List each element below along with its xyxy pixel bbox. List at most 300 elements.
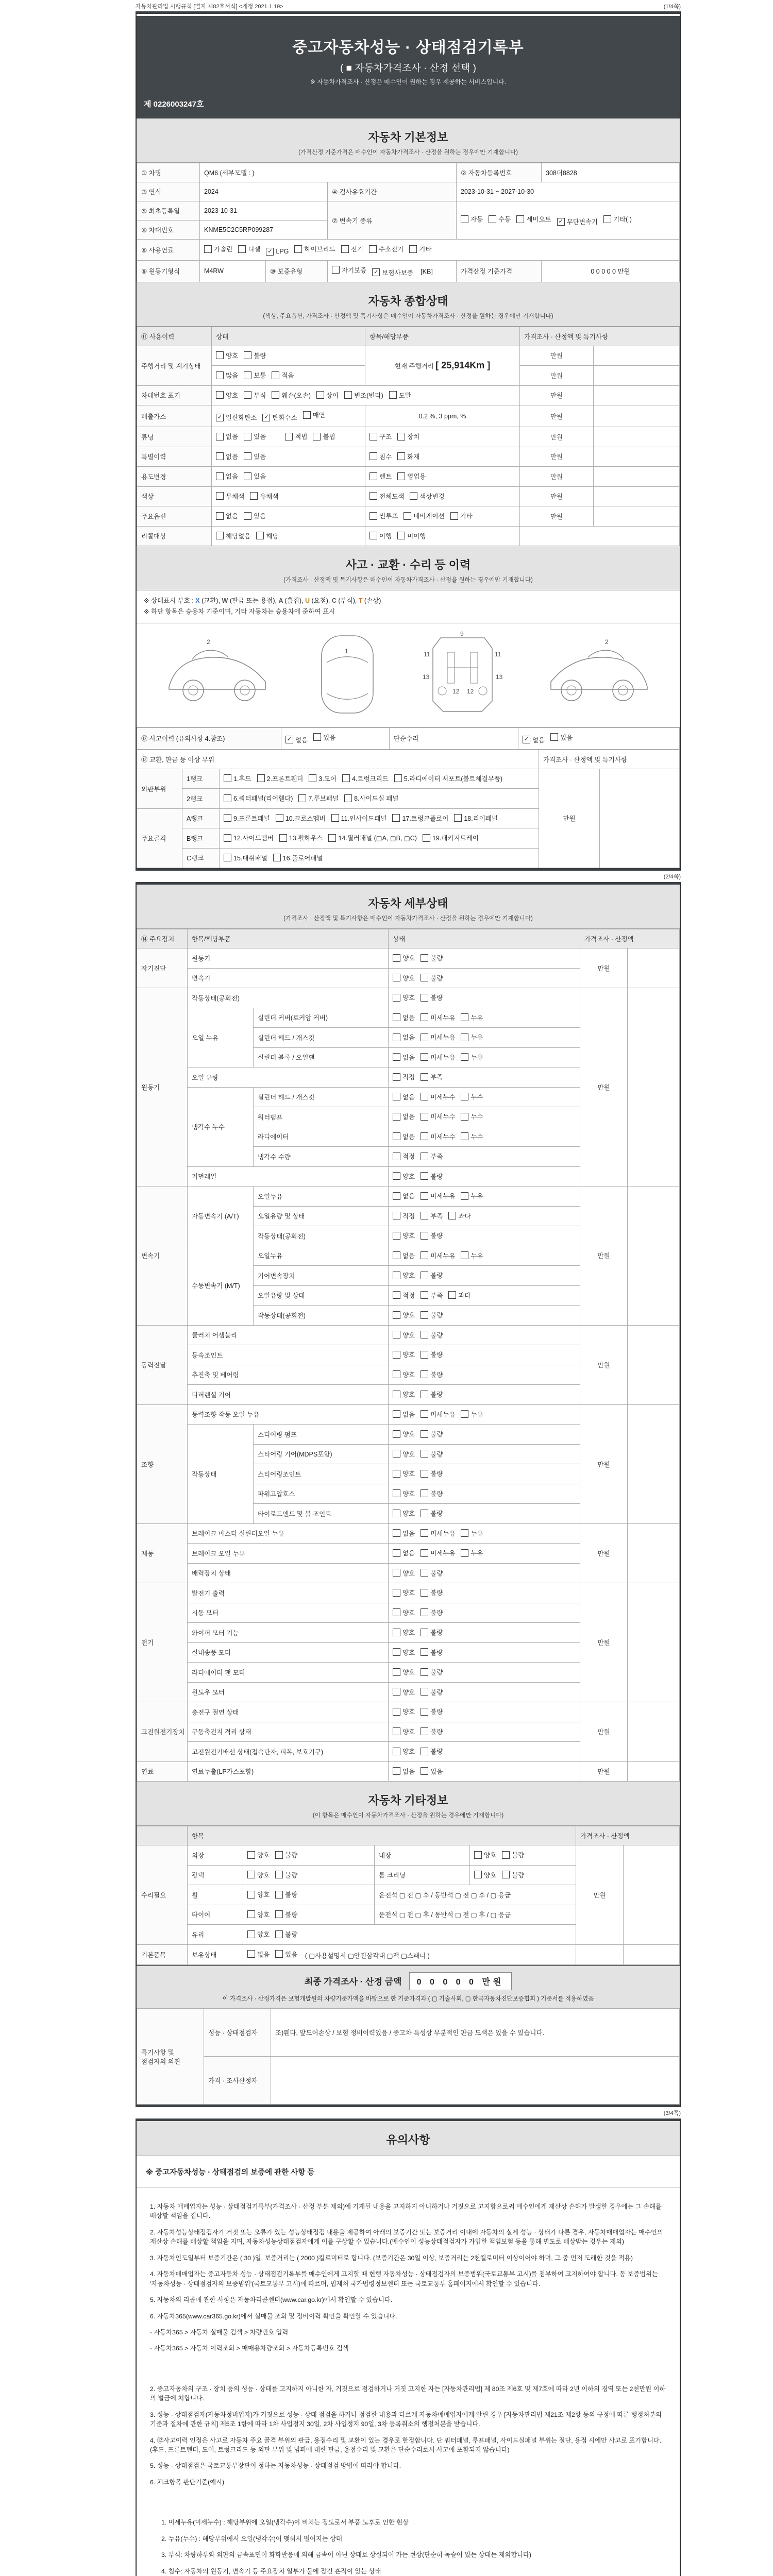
checkbox-unchecked[interactable] bbox=[204, 244, 232, 253]
price-cell: 만원 bbox=[580, 1187, 628, 1326]
checkbox-unchecked[interactable] bbox=[393, 1310, 415, 1319]
checkbox-label: 해당없음 bbox=[226, 532, 251, 540]
checkbox-unchecked[interactable] bbox=[393, 1767, 415, 1776]
checkbox-label: 부족 bbox=[430, 1212, 443, 1220]
checkbox-unchecked[interactable] bbox=[421, 1727, 443, 1736]
checkbox-unchecked[interactable] bbox=[461, 1032, 483, 1042]
checkbox-label: 6.쿼터패널(리어휀다) bbox=[233, 795, 293, 802]
checkbox-unchecked[interactable] bbox=[369, 511, 398, 520]
checkbox-checked[interactable] bbox=[266, 248, 289, 256]
checkbox-unchecked[interactable] bbox=[421, 1687, 443, 1697]
checkbox-unchecked[interactable] bbox=[454, 814, 498, 823]
color-options bbox=[212, 486, 365, 506]
checkbox-unchecked[interactable] bbox=[316, 391, 339, 400]
checkbox-unchecked[interactable] bbox=[224, 814, 270, 823]
checkbox-unchecked[interactable] bbox=[421, 1648, 443, 1657]
checkbox-checked[interactable] bbox=[216, 413, 257, 422]
checkbox-unchecked[interactable] bbox=[393, 1211, 415, 1221]
checkbox-unchecked[interactable] bbox=[275, 1950, 297, 1959]
accident-heading: 사고 · 교환 · 수리 등 이력 bbox=[345, 558, 471, 571]
checkbox-unchecked[interactable] bbox=[404, 511, 444, 520]
checkbox-label: 8.사이드실 패널 bbox=[354, 795, 399, 802]
checkbox-unchecked[interactable] bbox=[247, 1950, 270, 1959]
checkbox-unchecked[interactable] bbox=[341, 244, 363, 253]
checkbox-icon bbox=[423, 834, 430, 842]
checkbox-unchecked[interactable] bbox=[461, 1053, 483, 1062]
checkbox-unchecked[interactable] bbox=[461, 214, 483, 224]
checkbox-unchecked[interactable] bbox=[216, 531, 250, 540]
checkbox-icon bbox=[421, 1708, 428, 1716]
checkbox-unchecked[interactable] bbox=[393, 1429, 415, 1438]
row-label: 추진축 및 베어링 bbox=[188, 1365, 389, 1385]
inspection-period-value: 2023-10-31 ~ 2027-10-30 bbox=[457, 182, 680, 201]
status-options bbox=[389, 1365, 580, 1385]
checkbox-unchecked[interactable] bbox=[421, 1608, 443, 1617]
checkbox-unchecked[interactable] bbox=[247, 1929, 270, 1939]
checkbox-label: 없음 bbox=[402, 1252, 415, 1260]
checkbox-icon bbox=[244, 452, 251, 460]
checkbox-checked[interactable] bbox=[557, 217, 598, 226]
checkbox-unchecked[interactable] bbox=[421, 1112, 455, 1121]
checkbox-icon bbox=[421, 1172, 428, 1180]
checkbox-unchecked[interactable] bbox=[389, 391, 411, 400]
checkbox-unchecked[interactable] bbox=[244, 351, 266, 360]
checkbox-unchecked[interactable] bbox=[393, 1032, 415, 1042]
checkbox-unchecked[interactable] bbox=[244, 452, 266, 461]
checkbox-icon bbox=[393, 1589, 400, 1597]
checkbox-label: 양호 bbox=[402, 1569, 415, 1577]
checkbox-icon bbox=[342, 774, 350, 782]
checkbox-unchecked[interactable] bbox=[244, 471, 266, 481]
group-steering: 조향 bbox=[137, 1404, 188, 1523]
transmission-type-label: ⑦ 변속기 종류 bbox=[328, 201, 457, 240]
checkbox-icon bbox=[502, 1871, 510, 1878]
checkbox-unchecked[interactable] bbox=[257, 774, 304, 783]
checkbox-unchecked[interactable] bbox=[247, 1850, 270, 1859]
checkbox-unchecked[interactable] bbox=[393, 1707, 415, 1716]
checkbox-label: 양호 bbox=[257, 1911, 270, 1919]
checkbox-unchecked[interactable] bbox=[421, 1469, 443, 1478]
checkbox-label: 누유 bbox=[470, 1550, 483, 1557]
checkbox-unchecked[interactable] bbox=[502, 1870, 524, 1879]
checkbox-unchecked[interactable] bbox=[313, 432, 335, 441]
checkbox-unchecked[interactable] bbox=[216, 391, 238, 400]
checkbox-unchecked[interactable] bbox=[448, 1291, 470, 1300]
checkbox-unchecked[interactable] bbox=[224, 853, 267, 862]
checkbox-unchecked[interactable] bbox=[275, 1929, 297, 1939]
checkbox-icon bbox=[216, 492, 224, 500]
checkbox-unchecked[interactable] bbox=[421, 1529, 455, 1538]
checkbox-unchecked[interactable] bbox=[397, 432, 419, 441]
notice-line: - 자동차365 > 자동차 실매물 검색 > 차량번호 입력 bbox=[150, 2328, 289, 2336]
checkbox-unchecked[interactable] bbox=[421, 1410, 455, 1419]
checkbox-unchecked[interactable] bbox=[279, 833, 323, 842]
checkbox-unchecked[interactable] bbox=[393, 1231, 415, 1240]
checkbox-unchecked[interactable] bbox=[603, 214, 632, 224]
checkbox-icon bbox=[421, 1331, 428, 1338]
checkbox-unchecked[interactable] bbox=[421, 1310, 443, 1319]
checkbox-unchecked[interactable] bbox=[393, 1132, 415, 1141]
checkbox-unchecked[interactable] bbox=[224, 833, 274, 842]
mileage-value: [ 25,914Km ] bbox=[435, 360, 491, 370]
checkbox-unchecked[interactable] bbox=[344, 391, 383, 400]
checkbox-unchecked[interactable] bbox=[369, 432, 392, 441]
checkbox-unchecked[interactable] bbox=[273, 853, 323, 862]
checkbox-unchecked[interactable] bbox=[309, 774, 337, 783]
checkbox-unchecked[interactable] bbox=[369, 531, 392, 540]
checkbox-unchecked[interactable] bbox=[247, 1910, 270, 1919]
checkbox-unchecked[interactable] bbox=[421, 1291, 443, 1300]
checkbox-unchecked[interactable] bbox=[421, 1092, 455, 1101]
checkbox-unchecked[interactable] bbox=[393, 1410, 415, 1419]
checkbox-unchecked[interactable] bbox=[256, 531, 278, 540]
checkbox-label: 미세누수 bbox=[430, 1113, 456, 1121]
checkbox-unchecked[interactable] bbox=[421, 1251, 455, 1260]
checkbox-unchecked[interactable] bbox=[393, 1330, 415, 1340]
checkbox-label: 없음 bbox=[532, 736, 545, 744]
checkbox-icon: ✓ bbox=[372, 268, 380, 276]
checkbox-unchecked[interactable] bbox=[461, 1410, 483, 1419]
checkbox-unchecked[interactable] bbox=[421, 1132, 455, 1141]
row-label: 클러치 어셈블리 bbox=[188, 1325, 389, 1345]
checkbox-unchecked[interactable] bbox=[461, 1191, 483, 1200]
checkbox-unchecked[interactable] bbox=[276, 814, 326, 823]
checkbox-unchecked[interactable] bbox=[393, 993, 415, 1002]
checkbox-unchecked[interactable] bbox=[369, 452, 392, 461]
checkbox-unchecked[interactable] bbox=[421, 1191, 455, 1200]
checkbox-icon bbox=[216, 371, 224, 379]
checkbox-icon bbox=[461, 1529, 468, 1537]
checkbox-unchecked[interactable] bbox=[502, 1850, 524, 1859]
checkbox-unchecked[interactable] bbox=[393, 1449, 415, 1459]
checkbox-unchecked[interactable] bbox=[394, 774, 502, 783]
first-reg-date-label: ⑤ 최초등록일 bbox=[137, 201, 200, 221]
checkbox-label: 보통 bbox=[254, 372, 266, 379]
checkbox-unchecked[interactable] bbox=[216, 432, 238, 441]
group-fuel: 연료 bbox=[137, 1761, 188, 1782]
checkbox-unchecked[interactable] bbox=[224, 793, 293, 803]
checkbox-label: 양호 bbox=[402, 1351, 415, 1359]
checkbox-unchecked[interactable] bbox=[247, 1890, 270, 1899]
checkbox-unchecked[interactable] bbox=[393, 1112, 415, 1121]
checkbox-unchecked[interactable] bbox=[516, 214, 551, 224]
checkbox-unchecked[interactable] bbox=[393, 1172, 415, 1181]
checkbox-unchecked[interactable] bbox=[421, 1548, 455, 1557]
checkbox-label: 불량 bbox=[254, 352, 266, 360]
checkbox-unchecked[interactable] bbox=[421, 1013, 455, 1022]
checkbox-icon bbox=[369, 245, 377, 253]
checkbox-unchecked[interactable] bbox=[421, 1429, 443, 1438]
checkbox-unchecked[interactable] bbox=[421, 1350, 443, 1359]
checkbox-label: 무단변속기 bbox=[566, 218, 598, 226]
checkbox-unchecked[interactable] bbox=[313, 733, 335, 742]
checkbox-icon bbox=[332, 266, 340, 274]
checkbox-unchecked[interactable] bbox=[250, 492, 278, 501]
checkbox-unchecked[interactable] bbox=[247, 1870, 270, 1879]
rankB-label: B랭크 bbox=[182, 828, 220, 849]
checkbox-unchecked[interactable] bbox=[421, 1489, 443, 1498]
checkbox-label: 양호 bbox=[402, 1748, 415, 1755]
status-options bbox=[389, 1008, 580, 1028]
checkbox-label: 불량 bbox=[430, 1589, 443, 1597]
checkbox-unchecked[interactable] bbox=[342, 774, 389, 783]
checkbox-unchecked[interactable] bbox=[303, 410, 325, 419]
checkbox-unchecked[interactable] bbox=[410, 492, 444, 501]
checkbox-unchecked[interactable] bbox=[474, 1870, 496, 1879]
checkbox-unchecked[interactable] bbox=[421, 953, 443, 962]
checkbox-unchecked[interactable] bbox=[421, 1032, 455, 1042]
row-label: 기어변속장치 bbox=[254, 1266, 389, 1286]
checkbox-unchecked[interactable] bbox=[216, 452, 238, 461]
checkbox-label: 불량 bbox=[430, 1470, 443, 1478]
status-options bbox=[389, 1067, 580, 1088]
checkbox-unchecked[interactable] bbox=[393, 973, 415, 982]
usage-change-options bbox=[212, 467, 365, 487]
status-options bbox=[389, 1147, 580, 1167]
checkbox-unchecked[interactable] bbox=[421, 1767, 443, 1776]
checkbox-unchecked[interactable] bbox=[393, 1667, 415, 1676]
checkbox-unchecked[interactable] bbox=[393, 1588, 415, 1597]
checkbox-unchecked[interactable] bbox=[393, 1548, 415, 1557]
checkbox-unchecked[interactable] bbox=[393, 1509, 415, 1518]
price-cell: 만원 bbox=[580, 1523, 628, 1583]
checkbox-unchecked[interactable] bbox=[421, 1707, 443, 1716]
checkbox-unchecked[interactable] bbox=[421, 1747, 443, 1756]
checkbox-unchecked[interactable] bbox=[285, 432, 307, 441]
checkbox-unchecked[interactable] bbox=[397, 471, 426, 481]
checkbox-unchecked[interactable] bbox=[393, 1270, 415, 1280]
checkbox-unchecked[interactable] bbox=[272, 391, 311, 400]
checkbox-unchecked[interactable] bbox=[461, 1548, 483, 1557]
checkbox-unchecked[interactable] bbox=[397, 452, 419, 461]
checkbox-unchecked[interactable] bbox=[238, 244, 260, 253]
checkbox-unchecked[interactable] bbox=[275, 1870, 297, 1879]
checkbox-unchecked[interactable] bbox=[421, 1330, 443, 1340]
checkbox-label: 없음 bbox=[226, 433, 239, 440]
checkbox-unchecked[interactable] bbox=[461, 1529, 483, 1538]
checkbox-unchecked[interactable] bbox=[421, 1370, 443, 1379]
checkbox-label: 양호 bbox=[402, 1490, 415, 1498]
checkbox-unchecked[interactable] bbox=[216, 370, 238, 380]
etc-info-table bbox=[137, 1826, 680, 1965]
checkbox-unchecked[interactable] bbox=[409, 244, 431, 253]
checkbox-unchecked[interactable] bbox=[294, 244, 335, 253]
checkbox-label: 불량 bbox=[430, 1272, 443, 1279]
notice-list-2 bbox=[137, 2370, 680, 2504]
checkbox-unchecked[interactable] bbox=[421, 1211, 443, 1221]
checkbox-label: 보험사보증 bbox=[382, 269, 413, 277]
status-options bbox=[389, 1404, 580, 1425]
checkbox-unchecked[interactable] bbox=[423, 833, 479, 842]
checkbox-icon bbox=[216, 532, 224, 539]
checkbox-unchecked[interactable] bbox=[421, 1628, 443, 1637]
checkbox-icon bbox=[393, 1311, 400, 1319]
checkbox-unchecked[interactable] bbox=[393, 953, 415, 962]
checkbox-label: 18.리어패널 bbox=[464, 815, 498, 822]
checkbox-unchecked[interactable] bbox=[474, 1850, 496, 1859]
checkbox-label: 불량 bbox=[430, 1450, 443, 1458]
checkbox-unchecked[interactable] bbox=[421, 1588, 443, 1597]
col-state: 상태 bbox=[212, 327, 365, 346]
checkbox-unchecked[interactable] bbox=[393, 1628, 415, 1637]
checkbox-unchecked[interactable] bbox=[393, 1687, 415, 1697]
notes-cell bbox=[600, 769, 680, 868]
checkbox-unchecked[interactable] bbox=[393, 1389, 415, 1399]
checkbox-unchecked[interactable] bbox=[550, 733, 573, 742]
row-label: 작동상태(공회전) bbox=[254, 1226, 389, 1246]
checkbox-unchecked[interactable] bbox=[393, 1489, 415, 1498]
row-label: 라디에이터 bbox=[254, 1127, 389, 1147]
checkbox-unchecked[interactable] bbox=[461, 1092, 483, 1101]
row-label: 외장 bbox=[188, 1845, 243, 1866]
emission-row-label: 배출가스 bbox=[137, 405, 212, 427]
checkbox-unchecked[interactable] bbox=[216, 351, 238, 360]
notes-cell bbox=[594, 467, 680, 487]
checkbox-unchecked[interactable] bbox=[393, 1072, 415, 1081]
checkbox-label: 불량 bbox=[430, 994, 443, 1002]
checkbox-unchecked[interactable] bbox=[421, 1568, 443, 1578]
status-options bbox=[389, 1742, 580, 1762]
notes-cell bbox=[594, 447, 680, 467]
checkbox-unchecked[interactable] bbox=[244, 432, 266, 441]
checkbox-icon bbox=[224, 854, 231, 861]
checkbox-unchecked[interactable] bbox=[275, 1910, 297, 1919]
checkbox-unchecked[interactable] bbox=[275, 1890, 297, 1899]
price-cell: 만원 bbox=[580, 1702, 628, 1762]
checkbox-label: 불량 bbox=[285, 1911, 298, 1919]
checkbox-unchecked[interactable] bbox=[393, 1013, 415, 1022]
checkbox-unchecked[interactable] bbox=[421, 1270, 443, 1280]
checkbox-unchecked[interactable] bbox=[461, 1132, 483, 1141]
checkbox-unchecked[interactable] bbox=[421, 993, 443, 1002]
checkbox-label: 양호 bbox=[402, 1688, 415, 1696]
checkbox-unchecked[interactable] bbox=[393, 1648, 415, 1657]
row-label: 원동기 bbox=[188, 948, 389, 969]
checkbox-unchecked[interactable] bbox=[393, 1529, 415, 1538]
checkbox-unchecked[interactable] bbox=[331, 814, 387, 823]
price-cell: 만원 bbox=[520, 486, 594, 506]
state-code-desc: (요철), bbox=[311, 597, 332, 604]
inspector-label: 성능 · 상태점검자 bbox=[204, 2009, 271, 2057]
checkbox-unchecked[interactable] bbox=[397, 531, 426, 540]
checkbox-unchecked[interactable] bbox=[461, 1251, 483, 1260]
checkbox-unchecked[interactable] bbox=[421, 973, 443, 982]
checkbox-unchecked[interactable] bbox=[421, 1509, 443, 1518]
checkbox-label: 7.루브패널 bbox=[308, 795, 339, 802]
checkbox-unchecked[interactable] bbox=[421, 1053, 455, 1062]
checkbox-unchecked[interactable] bbox=[216, 492, 244, 501]
checkbox-label: 있음 bbox=[285, 1951, 298, 1958]
checkbox-unchecked[interactable] bbox=[224, 774, 251, 783]
status-options bbox=[243, 1865, 375, 1885]
checkbox-unchecked[interactable] bbox=[421, 1389, 443, 1399]
checkbox-unchecked[interactable] bbox=[450, 511, 473, 520]
checkbox-unchecked[interactable] bbox=[421, 1072, 443, 1081]
checkbox-unchecked[interactable] bbox=[421, 1172, 443, 1181]
inspection-period-label: ④ 검사유효기간 bbox=[328, 182, 457, 201]
checkbox-unchecked[interactable] bbox=[298, 793, 339, 803]
checkbox-icon bbox=[250, 492, 258, 500]
checkbox-unchecked[interactable] bbox=[489, 214, 511, 224]
checkbox-icon bbox=[421, 1767, 428, 1775]
checkbox-unchecked[interactable] bbox=[393, 1469, 415, 1478]
checkbox-label: 훼손(오손) bbox=[281, 392, 311, 399]
checkbox-icon bbox=[275, 1891, 283, 1899]
checkbox-unchecked[interactable] bbox=[272, 370, 294, 380]
state-code-desc: (교환), bbox=[201, 597, 222, 604]
checkbox-unchecked[interactable] bbox=[244, 511, 266, 520]
checkbox-label: 미세누유 bbox=[430, 1550, 456, 1557]
checkbox-unchecked[interactable] bbox=[421, 1231, 443, 1240]
checkbox-checked[interactable] bbox=[372, 268, 413, 277]
checkbox-checked[interactable] bbox=[262, 413, 297, 422]
col-price-notes: 가격조사 · 산정액 및 특기사항 bbox=[520, 327, 680, 346]
checkbox-unchecked[interactable] bbox=[244, 370, 266, 380]
notes-cell bbox=[628, 988, 680, 1187]
checkbox-label: 해당 bbox=[266, 532, 279, 540]
checkbox-unchecked[interactable] bbox=[393, 1191, 415, 1200]
checkbox-icon bbox=[393, 1093, 400, 1100]
checkbox-label: 있음 bbox=[323, 734, 336, 741]
status-options bbox=[389, 1563, 580, 1583]
checkbox-unchecked[interactable] bbox=[393, 1291, 415, 1300]
checkbox-unchecked[interactable] bbox=[332, 265, 366, 275]
checkbox-unchecked[interactable] bbox=[421, 1667, 443, 1676]
checkbox-unchecked[interactable] bbox=[421, 1449, 443, 1459]
checkbox-unchecked[interactable] bbox=[393, 1747, 415, 1756]
checkbox-unchecked[interactable] bbox=[344, 793, 398, 803]
final-price-note: 이 가격조사 · 산정가격은 보험개발원의 차량기준가액을 바탕으로 한 기준가격과 ( ▢ 기술사회, ▢ 한국자동차진단보증협회 ) 기준서를 적용하였음 bbox=[222, 1996, 594, 2002]
notice-line: 6. 체크항목 판단기준(예시) bbox=[150, 2478, 225, 2486]
checkbox-unchecked[interactable] bbox=[393, 1350, 415, 1359]
reg-number-value: 308더8828 bbox=[542, 163, 680, 182]
checkbox-unchecked[interactable] bbox=[393, 1053, 415, 1062]
checkbox-unchecked[interactable] bbox=[393, 1568, 415, 1578]
document-number: 제 0226003247호 bbox=[144, 100, 204, 109]
checkbox-unchecked[interactable] bbox=[461, 1013, 483, 1022]
checkbox-unchecked[interactable] bbox=[421, 1151, 443, 1161]
checkbox-unchecked[interactable] bbox=[369, 471, 392, 481]
checkbox-unchecked[interactable] bbox=[369, 492, 404, 501]
status-options bbox=[389, 1464, 580, 1484]
checkbox-unchecked[interactable] bbox=[393, 1727, 415, 1736]
checkbox-unchecked[interactable] bbox=[275, 1850, 297, 1859]
checkbox-unchecked[interactable] bbox=[328, 833, 417, 842]
checkbox-checked[interactable] bbox=[523, 735, 545, 744]
checkbox-unchecked[interactable] bbox=[393, 1608, 415, 1617]
checkbox-unchecked[interactable] bbox=[393, 1151, 415, 1161]
checkbox-unchecked[interactable] bbox=[216, 511, 238, 520]
checkbox-unchecked[interactable] bbox=[393, 1370, 415, 1379]
checkbox-icon bbox=[421, 1311, 428, 1319]
checkbox-unchecked[interactable] bbox=[216, 471, 238, 481]
row-label: 냉각수 수량 bbox=[254, 1147, 389, 1167]
notice-line: 1. 자동차 매매업자는 성능 · 상태점검기록부(가격조사 · 산정 부분 제외)에 기재된 내용을 고지하지 아니하거나 거짓으로 고지함으로써 매수인에게 재산상 손해가 발생한 경우에는 그 손해를 배상할 책임을 집니다. bbox=[150, 2203, 662, 2220]
status-options bbox=[389, 1722, 580, 1742]
checkbox-icon bbox=[393, 1510, 400, 1517]
checkbox-icon bbox=[421, 1470, 428, 1478]
checkbox-unchecked[interactable] bbox=[393, 1092, 415, 1101]
state-code-desc: (손상) bbox=[364, 597, 381, 604]
checkbox-unchecked[interactable] bbox=[393, 1251, 415, 1260]
checkbox-checked[interactable] bbox=[285, 735, 308, 744]
checkbox-unchecked[interactable] bbox=[461, 1112, 483, 1121]
checkbox-unchecked[interactable] bbox=[244, 391, 266, 400]
checkbox-unchecked[interactable] bbox=[448, 1211, 470, 1221]
checkbox-icon bbox=[397, 433, 405, 440]
checkbox-unchecked[interactable] bbox=[369, 244, 404, 253]
checkbox-unchecked[interactable] bbox=[392, 814, 448, 823]
